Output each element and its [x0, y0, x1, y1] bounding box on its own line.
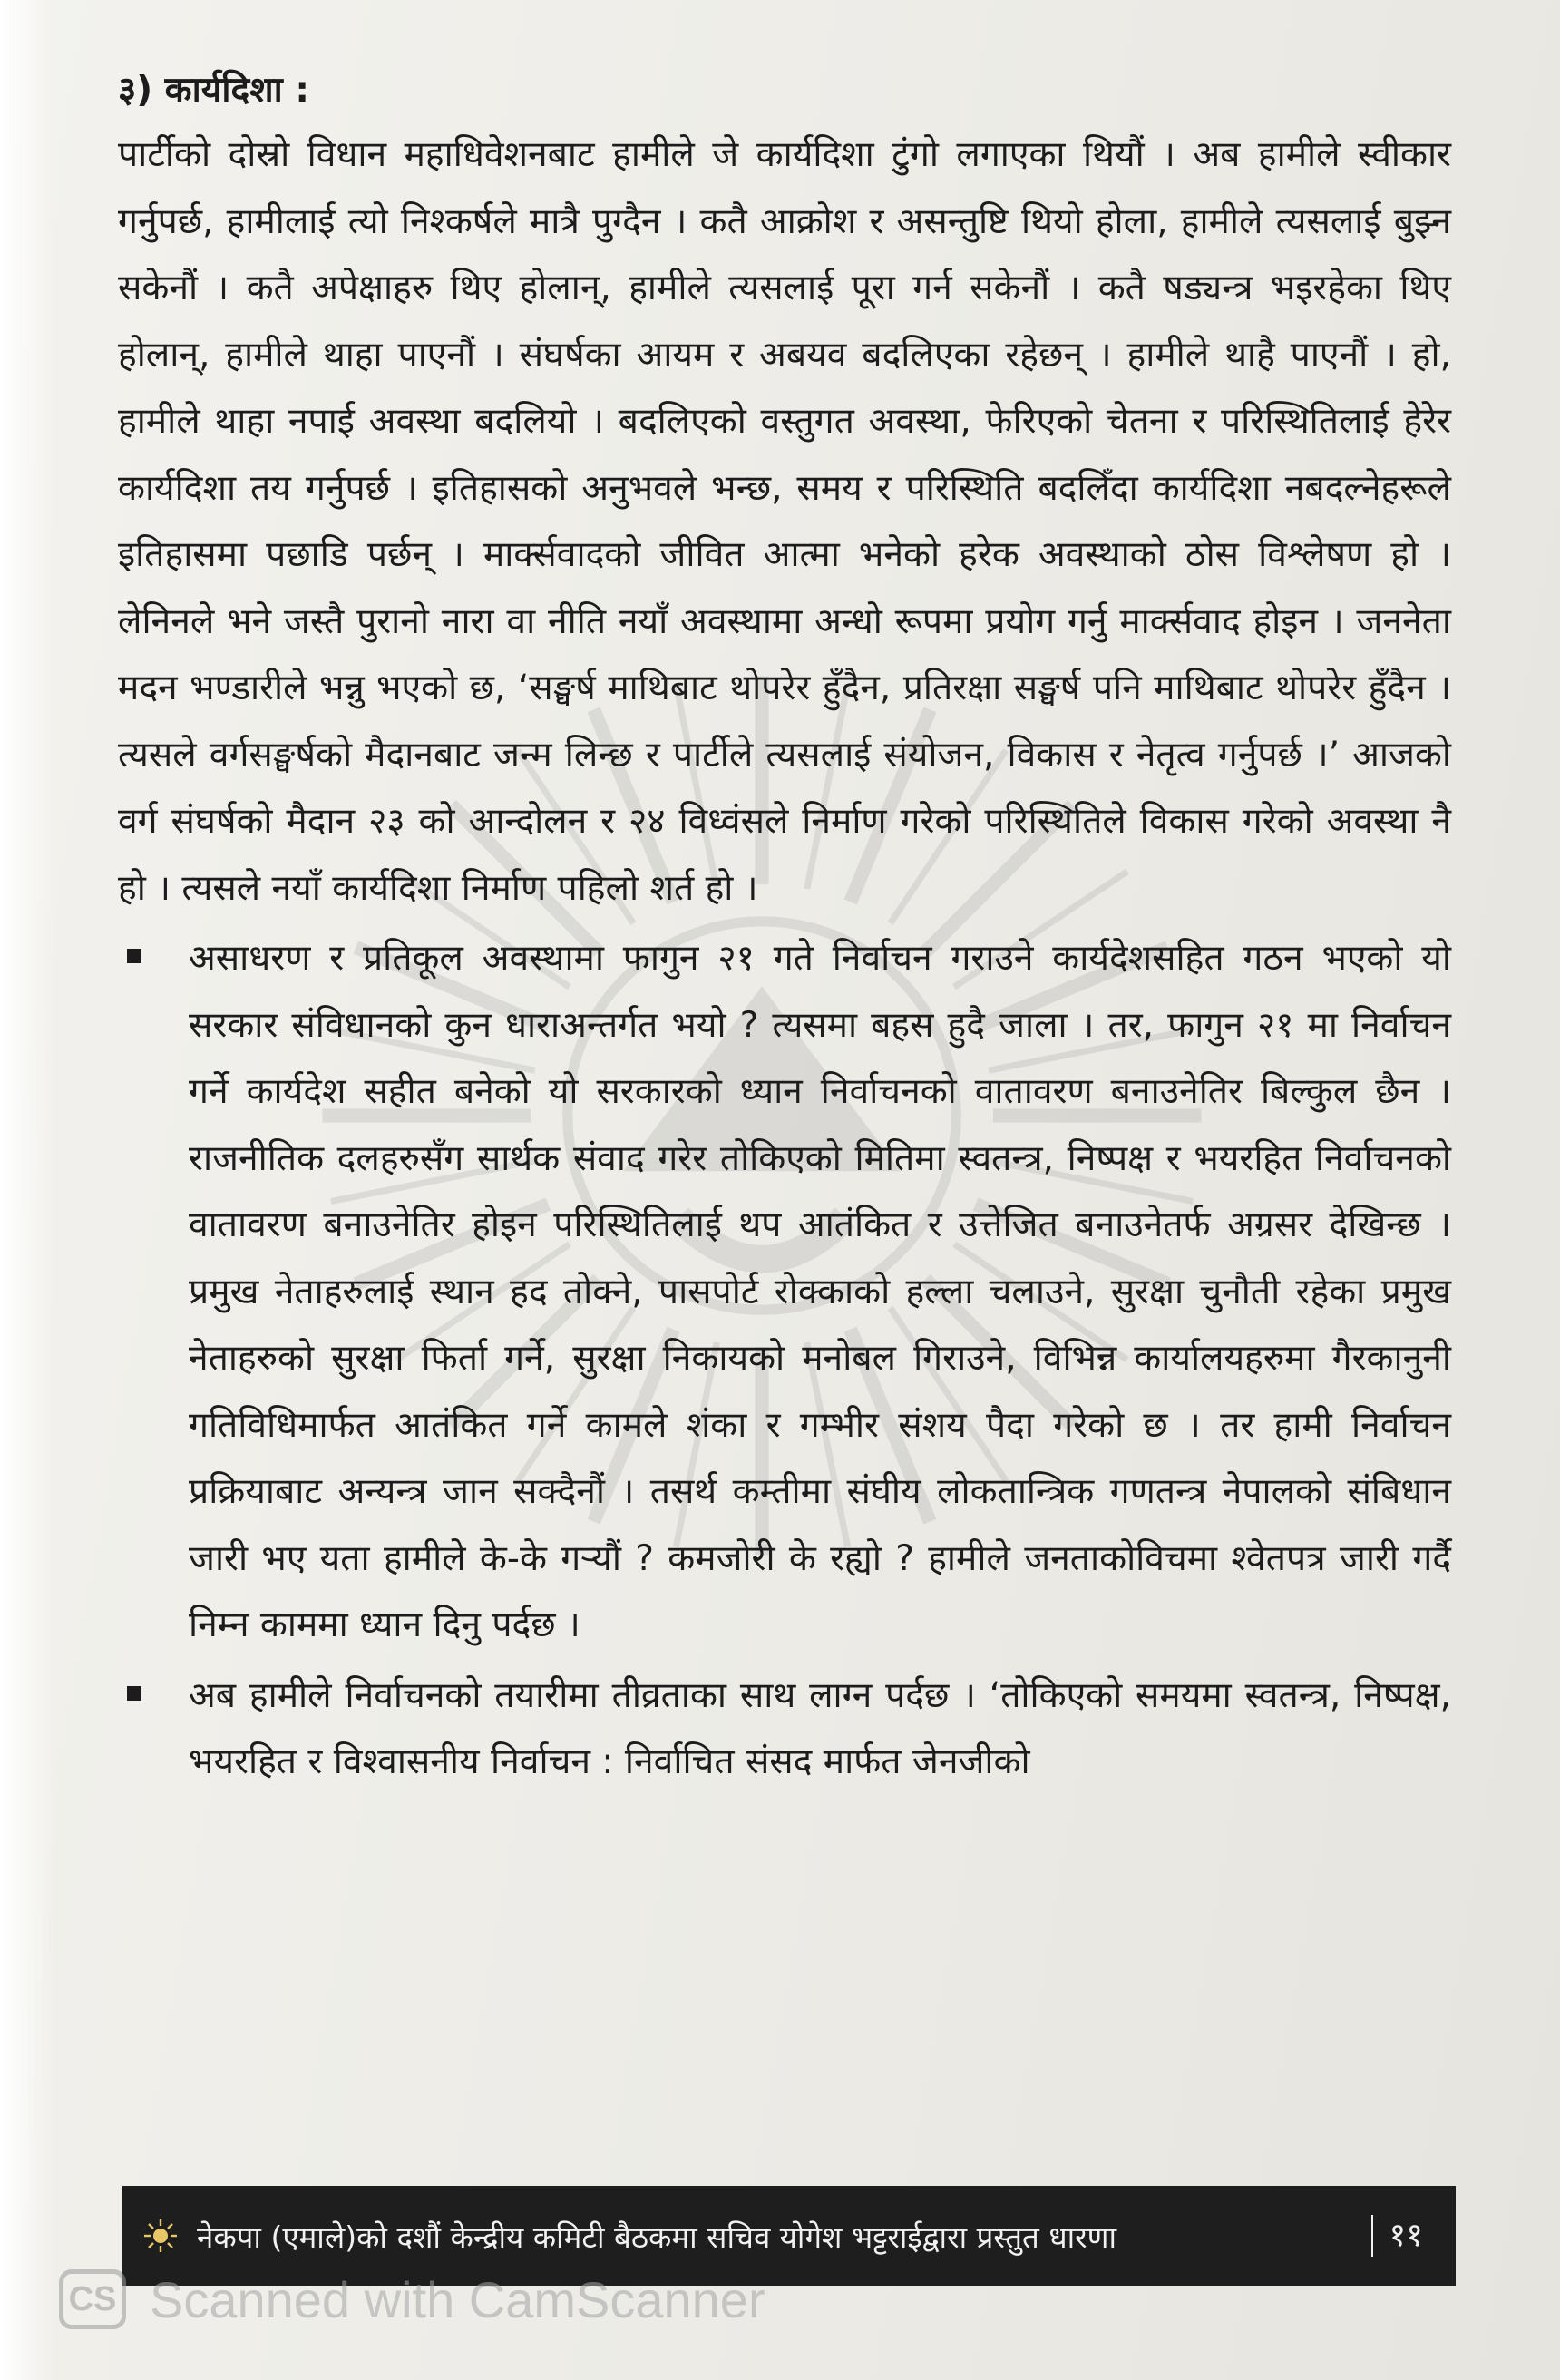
camscanner-text: Scanned with CamScanner: [150, 2270, 765, 2328]
body-paragraph: पार्टीको दोस्रो विधान महाधिवेशनबाट हामीले जे कार्यदिशा टुंगो लगाएका थियौं । अब हामीले स्वीकार गर्नुपर्छ, हामीलाई त्यो निश्कर्षले मात्रै पुग्दैन । कतै आक्रोश र असन्तुष्टि थियो होला, हामीले त्यसलाई बुझ्न सकेनौं । कतै अपेक्षाहरु थिए होलान्, हामीले त्यसलाई पूरा गर्न सकेनौं । कतै षड्यन्त्र भइरहेका थिए होलान्, हामीले थाहा पाएनौं । संघर्षका आयम र अबयव बदलिएका रहेछन् । हामीले थाहै पाएनौं । हो, हामीले थाहा नपाई अवस्था बदलियो । बदलिएको वस्तुगत अवस्था, फेरिएको चेतना र परिस्थितिलाई हेरेर कार्यदिशा तय गर्नुपर्छ । इतिहासको अनुभवले भन्छ, समय र परिस्थिति बदलिँदा कार्यदिशा नबदल्नेहरूले इतिहासमा पछाडि पर्छन् । मार्क्सवादको जीवित आत्मा भनेको हरेक अवस्थाको ठोस विश्लेषण हो । लेनिनले भने जस्तै पुरानो नारा वा नीति नयाँ अवस्थामा अन्धो रूपमा प्रयोग गर्नु मार्क्सवाद होइन । जननेता मदन भण्डारीले भन्नु भएको छ, ‘सङ्घर्ष माथिबाट थोपरेर हुँदैन, प्रतिरक्षा सङ्घर्ष पनि माथिबाट थोपरेर हुँदैन । त्यसले वर्गसङ्घर्षको मैदानबाट जन्म लिन्छ र पार्टीले त्यसलाई संयोजन, विकास र नेतृत्व गर्नुपर्छ ।’ आजको वर्ग संघर्षको मैदान २३ को आन्दोलन र २४ विध्वंसले निर्माण गरेको परिस्थितिले विकास गरेको अवस्था नै हो । त्यसले नयाँ कार्यदिशा निर्माण पहिलो शर्त हो ।: [118, 134, 1451, 909]
footer-title: नेकपा (एमाले)को दशौं केन्द्रीय कमिटी बैठकमा सचिव योगेश भट्टराईद्वारा प्रस्तुत धारणा: [197, 2219, 1117, 2255]
bullet-item: [118, 925, 1451, 1659]
bullet-item: [118, 1663, 1451, 1796]
square-bullet-icon: [127, 1686, 141, 1701]
camscanner-logo-icon: CS: [59, 2269, 126, 2329]
page-edge-shadow: [0, 0, 54, 2380]
camscanner-watermark: [59, 2258, 857, 2340]
section-heading: ३) कार्यदिशा :: [118, 70, 309, 111]
document-body: [118, 63, 1451, 1796]
sun-emblem-icon: [141, 2216, 180, 2256]
bullet-text: अब हामीले निर्वाचनको तयारीमा तीव्रताका साथ लाग्न पर्दछ । ‘तोकिएको समयमा स्वतन्त्र, निष्पक्ष, भयरहित र विश्वासनीय निर्वाचन : निर्वाचित संसद मार्फत जेनजीको: [189, 1674, 1451, 1782]
page-number: ११: [1371, 2215, 1447, 2257]
bullet-text: असाधरण र प्रतिकूल अवस्थामा फागुन २१ गते निर्वाचन गराउने कार्यदेशसहित गठन भएको यो सरकार संविधानको कुन धाराअन्तर्गत भयो ? त्यसमा बहस हुदै जाला । तर, फागुन २१ मा निर्वाचन गर्ने कार्यदेश सहीत बनेको यो सरकारको ध्यान निर्वाचनको वातावरण बनाउनेतिर बिल्कुल छैन । राजनीतिक दलहरुसँग सार्थक संवाद गरेर तोकिएको मितिमा स्वतन्त्र, निष्पक्ष र भयरहित निर्वाचनको वातावरण बनाउनेतिर होइन परिस्थितिलाई थप आतंकित र उत्तेजित बनाउनेतर्फ अग्रसर देखिन्छ । प्रमुख नेताहरुलाई स्थान हद तोक्ने, पासपोर्ट रोक्काको हल्ला चलाउने, सुरक्षा चुनौती रहेका प्रमुख नेताहरुको सुरक्षा फिर्ता गर्ने, सुरक्षा निकायको मनोबल गिराउने, विभिन्न कार्यालयहरुमा गैरकानुनी गतिविधिमार्फत आतंकित गर्ने कामले शंका र गम्भीर संशय पैदा गरेको छ । तर हामी निर्वाचन प्रक्रियाबाट अन्यन्त्र जान सक्दैनौं । तसर्थ कम्तीमा संघीय लोकतान्त्रिक गणतन्त्र नेपालको संबिधान जारी भए यता हामीले के-के गऱ्यौं ? कमजोरी के रह्यो ? हामीले जनताकोविचमा श्वेतपत्र जारी गर्दै निम्न काममा ध्यान दिनु पर्दछ ।: [189, 938, 1451, 1645]
square-bullet-icon: [127, 949, 141, 963]
